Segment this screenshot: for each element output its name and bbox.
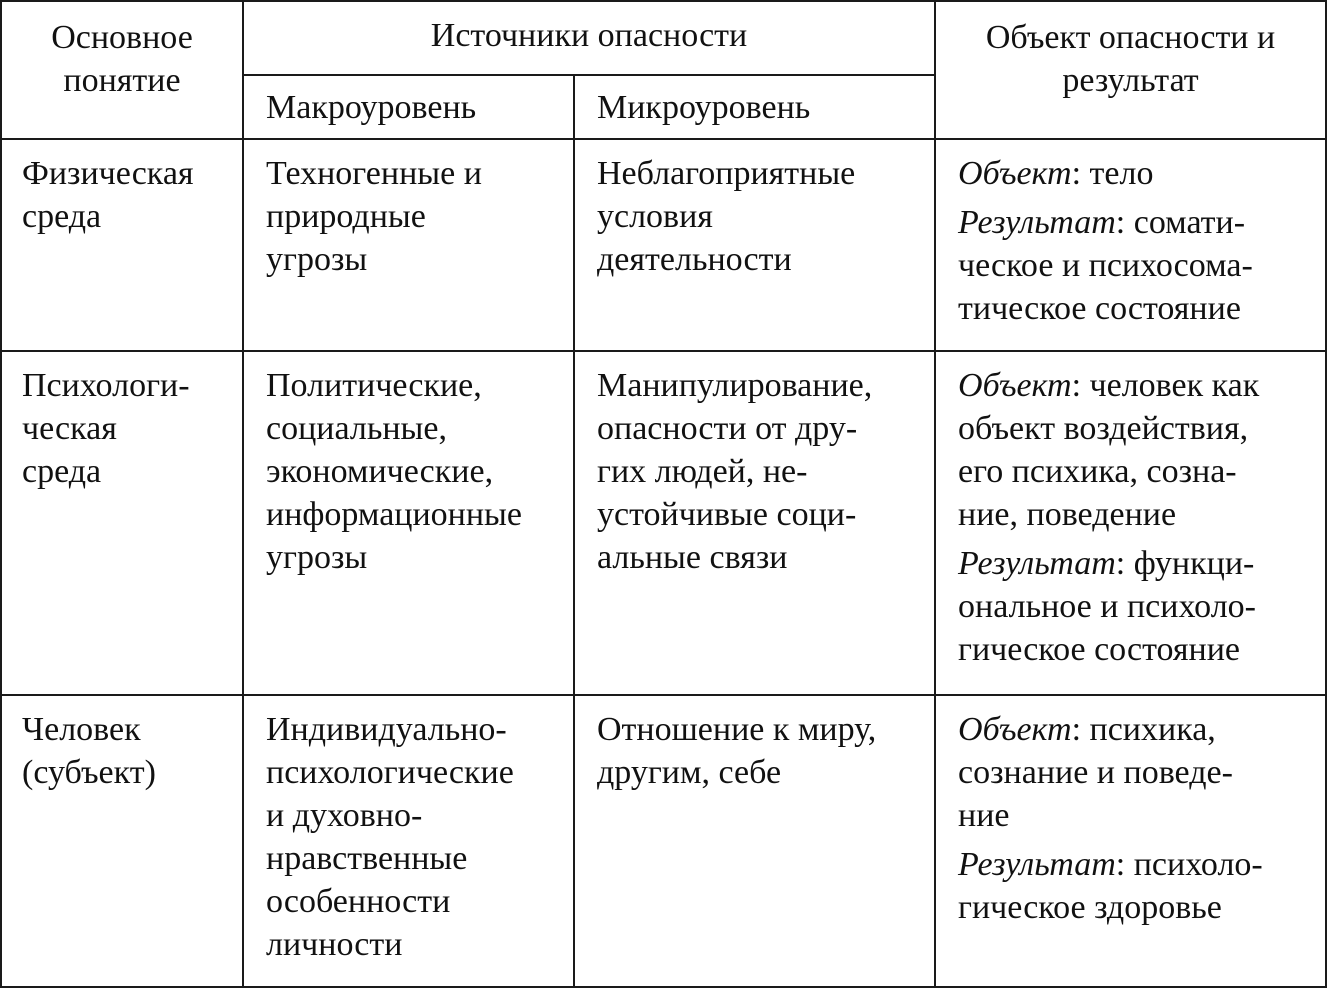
object-text: объект воздействия,: [958, 410, 1249, 447]
header-main-concept-line-1: Основное: [51, 19, 193, 56]
object-label: Объект: [958, 711, 1072, 748]
result-line: [958, 201, 1319, 244]
macro-line: социальные,: [266, 410, 447, 447]
result-text: гическое состояние: [958, 631, 1240, 668]
macro-line: особенности: [266, 883, 451, 920]
result-text: ческое и психосома-: [958, 247, 1253, 284]
result-text: : сомати-: [1115, 204, 1246, 241]
object-paragraph: [958, 364, 1319, 536]
macro-line: угрозы: [266, 539, 368, 576]
result-paragraph: [958, 843, 1319, 929]
micro-line: Неблагоприятные: [597, 155, 856, 192]
concept-line: среда: [22, 453, 102, 490]
macro-line: информационные: [266, 496, 522, 533]
concept-line: (субъект): [22, 754, 156, 791]
micro-line: другим, себе: [597, 754, 782, 791]
object-text: его психика, созна-: [958, 453, 1237, 490]
object-result-cell: [935, 695, 1326, 987]
concept-line: Психологи-: [22, 367, 190, 404]
macro-line: личности: [266, 926, 403, 963]
result-label: Результат: [958, 545, 1116, 582]
object-text: сознание и поведе-: [958, 754, 1233, 791]
header-object-result-line-1: Объект опасности и: [985, 19, 1276, 56]
object-text: : тело: [1071, 155, 1154, 192]
result-text: : функци-: [1115, 545, 1255, 582]
micro-line: опасности от дру-: [597, 410, 858, 447]
micro-line: гих людей, не-: [597, 453, 808, 490]
macro-line: природные: [266, 198, 426, 235]
object-line: [958, 708, 1319, 751]
object-line: [958, 364, 1319, 407]
object-text: ние: [958, 797, 1010, 834]
table-row: [1, 695, 1326, 987]
object-text: : психика,: [1071, 711, 1216, 748]
macro-cell: [243, 695, 574, 987]
macro-line: Техногенные и: [266, 155, 482, 192]
object-paragraph: [958, 708, 1319, 837]
micro-line: Манипулирование,: [597, 367, 873, 404]
micro-cell: [574, 695, 935, 987]
header-micro-level: Микроуровень: [574, 75, 935, 139]
header-object-result: [935, 1, 1326, 139]
result-text: ональное и психоло-: [958, 588, 1256, 625]
object-label: Объект: [958, 367, 1072, 404]
concept-cell: [1, 695, 243, 987]
result-line: [958, 843, 1319, 886]
macro-line: Индивидуально-: [266, 711, 507, 748]
result-label: Результат: [958, 846, 1116, 883]
header-object-result-line-2: результат: [1062, 62, 1199, 99]
object-line: [958, 152, 1319, 195]
result-paragraph: [958, 542, 1319, 671]
macro-cell: [243, 139, 574, 351]
macro-line: экономические,: [266, 453, 494, 490]
micro-line: устойчивые соци-: [597, 496, 857, 533]
concept-line: среда: [22, 198, 102, 235]
header-row-1: [1, 1, 1326, 75]
micro-line: деятельности: [597, 241, 792, 278]
table-row: [1, 351, 1326, 695]
micro-line: Отношение к миру,: [597, 711, 877, 748]
macro-line: угрозы: [266, 241, 368, 278]
micro-cell: [574, 351, 935, 695]
result-text: тическое состояние: [958, 290, 1241, 327]
concept-line: Человек: [22, 711, 141, 748]
result-label: Результат: [958, 204, 1116, 241]
concept-cell: [1, 351, 243, 695]
object-result-cell: [935, 351, 1326, 695]
header-main-concept: [1, 1, 243, 139]
table-row: [1, 139, 1326, 351]
object-paragraph: [958, 152, 1319, 195]
object-text: ние, поведение: [958, 496, 1177, 533]
header-sources: Источники опасности: [243, 1, 935, 75]
concept-line: Физическая: [22, 155, 194, 192]
header-main-concept-line-2: понятие: [63, 62, 181, 99]
macro-line: и духовно-: [266, 797, 423, 834]
object-text: : человек как: [1071, 367, 1260, 404]
micro-line: условия: [597, 198, 713, 235]
object-result-cell: [935, 139, 1326, 351]
micro-cell: [574, 139, 935, 351]
result-paragraph: [958, 201, 1319, 330]
micro-line: альные связи: [597, 539, 788, 576]
macro-line: нравственные: [266, 840, 468, 877]
result-line: [958, 542, 1319, 585]
result-text: : психоло-: [1115, 846, 1263, 883]
macro-line: психологические: [266, 754, 514, 791]
concept-cell: [1, 139, 243, 351]
result-text: гическое здоровье: [958, 889, 1222, 926]
macro-line: Политические,: [266, 367, 482, 404]
object-label: Объект: [958, 155, 1072, 192]
concept-line: ческая: [22, 410, 117, 447]
macro-cell: [243, 351, 574, 695]
header-macro-level: Макроуровень: [243, 75, 574, 139]
